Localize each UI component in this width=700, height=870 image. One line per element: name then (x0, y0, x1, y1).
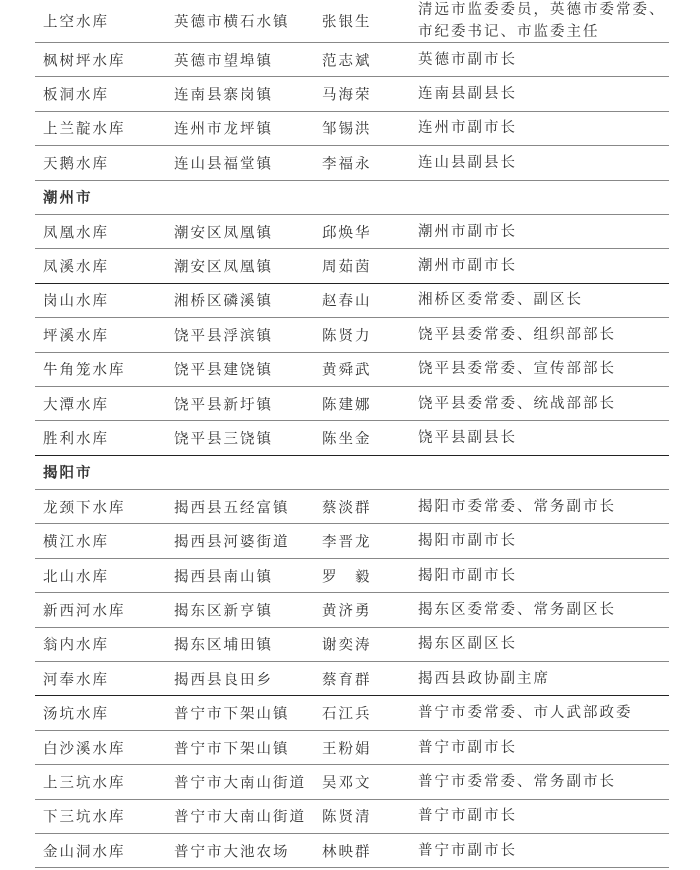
reservoir-name: 上兰靛水库 (43, 121, 126, 138)
table-row (35, 0, 669, 43)
responsible-person: 蔡淡群 (322, 500, 372, 517)
reservoir-name: 金山洞水库 (43, 844, 126, 861)
responsible-person: 赵春山 (322, 293, 372, 310)
reservoir-name: 板洞水库 (43, 87, 109, 104)
table-row (35, 662, 669, 696)
responsible-person: 陈建娜 (322, 397, 372, 414)
reservoir-name: 翁内水库 (43, 637, 109, 654)
table-row (35, 353, 669, 387)
position: 潮州市副市长 (418, 258, 517, 275)
reservoir-name: 汤坑水库 (43, 706, 109, 723)
responsible-person: 黄济勇 (322, 603, 372, 620)
responsible-person: 黄舜武 (322, 362, 372, 379)
position: 普宁市副市长 (418, 842, 517, 859)
reservoir-name: 新西河水库 (43, 603, 126, 620)
responsible-person: 范志斌 (322, 53, 372, 70)
table-row (35, 731, 669, 765)
position: 潮州市副市长 (418, 223, 517, 240)
position: 普宁市委常委、常务副市长 (418, 773, 616, 790)
location: 普宁市下架山镇 (174, 741, 290, 757)
table-row (35, 593, 669, 627)
responsible-person: 罗 毅 (322, 569, 372, 586)
table-row (35, 387, 669, 421)
table-row (35, 834, 669, 868)
position: 英德市副市长 (418, 51, 517, 68)
table-row (35, 559, 669, 593)
responsible-person: 李晋龙 (322, 534, 372, 551)
reservoir-name: 上空水库 (43, 14, 109, 31)
table-row (35, 249, 669, 283)
position: 揭东区副区长 (418, 636, 517, 653)
location: 普宁市大南山街道 (174, 809, 306, 826)
reservoir-responsibility-table (35, 0, 669, 868)
responsible-person: 王粉娟 (322, 741, 372, 757)
responsible-person: 吴邓文 (322, 775, 372, 792)
table-row (35, 146, 669, 180)
city-name: 潮州市 (43, 190, 93, 207)
position: 揭阳市副市长 (418, 533, 517, 550)
table-row (35, 800, 669, 834)
location: 潮安区凤凰镇 (174, 259, 273, 276)
responsible-person: 马海荣 (322, 87, 372, 104)
table-row (35, 765, 669, 799)
location: 饶平县三饶镇 (174, 431, 273, 448)
responsible-person: 张银生 (322, 14, 372, 31)
responsible-person: 蔡育群 (322, 672, 372, 689)
location: 连州市龙坪镇 (174, 121, 273, 138)
location: 饶平县新圩镇 (174, 397, 273, 414)
table-row (35, 628, 669, 662)
reservoir-name: 上三坑水库 (43, 775, 126, 792)
city-header-row (35, 456, 669, 490)
responsible-person: 陈坐金 (322, 431, 372, 448)
city-header-row (35, 181, 669, 215)
table-row (35, 284, 669, 318)
location: 英德市横石水镇 (174, 14, 290, 31)
position: 普宁市副市长 (418, 739, 517, 756)
location: 连南县寨岗镇 (174, 87, 273, 104)
reservoir-name: 龙颈下水库 (43, 500, 126, 517)
position: 揭东区委常委、常务副区长 (418, 601, 616, 618)
reservoir-name: 胜利水库 (43, 431, 109, 448)
responsible-person: 李福永 (322, 156, 372, 173)
responsible-person: 邱焕华 (322, 225, 372, 242)
responsible-person: 陈贤力 (322, 328, 372, 345)
position: 饶平县副县长 (418, 429, 517, 446)
reservoir-name: 北山水库 (43, 569, 109, 586)
location: 揭东区新亨镇 (174, 603, 273, 620)
position: 连山县副县长 (418, 154, 517, 171)
city-name: 揭阳市 (43, 465, 93, 482)
position: 普宁市副市长 (418, 808, 517, 825)
reservoir-name: 天鹅水库 (43, 156, 109, 173)
location: 揭西县良田乡 (174, 672, 273, 689)
responsible-person: 邹锡洪 (322, 121, 372, 138)
table-row (35, 421, 669, 455)
position: 饶平县委常委、统战部部长 (418, 395, 616, 412)
location: 英德市望埠镇 (174, 53, 273, 70)
reservoir-name: 枫树坪水库 (43, 53, 126, 70)
position: 湘桥区委常委、副区长 (418, 292, 583, 309)
table-row (35, 490, 669, 524)
reservoir-name: 岗山水库 (43, 293, 109, 310)
location: 饶平县浮滨镇 (174, 328, 273, 345)
location: 揭西县河婆街道 (174, 534, 290, 551)
position: 揭西县政协副主席 (418, 670, 550, 687)
position: 普宁市委常委、市人武部政委 (418, 705, 633, 722)
position: 饶平县委常委、组织部部长 (418, 326, 616, 343)
reservoir-name: 凤凰水库 (43, 225, 109, 242)
location: 普宁市大池农场 (174, 844, 290, 861)
responsible-person: 陈贤清 (322, 809, 372, 826)
reservoir-name: 横江水库 (43, 534, 109, 551)
responsible-person: 周茹茵 (322, 259, 372, 276)
responsible-person: 石江兵 (322, 706, 372, 723)
reservoir-name: 下三坑水库 (43, 809, 126, 826)
location: 湘桥区磷溪镇 (174, 293, 273, 310)
location: 揭西县南山镇 (174, 569, 273, 586)
location: 潮安区凤凰镇 (174, 225, 273, 242)
location: 揭西县五经富镇 (174, 500, 290, 517)
table-row (35, 112, 669, 146)
reservoir-name: 大潭水库 (43, 397, 109, 414)
location: 普宁市下架山镇 (174, 706, 290, 723)
responsible-person: 林映群 (322, 844, 372, 861)
reservoir-name: 坪溪水库 (43, 328, 109, 345)
reservoir-name: 凤溪水库 (43, 259, 109, 276)
position: 饶平县委常委、宣传部部长 (418, 361, 616, 378)
location: 饶平县建饶镇 (174, 362, 273, 379)
location: 揭东区埔田镇 (174, 637, 273, 654)
position: 连南县副县长 (418, 86, 517, 103)
table-row (35, 524, 669, 558)
table-row (35, 77, 669, 111)
responsible-person: 谢奕涛 (322, 637, 372, 654)
position: 揭阳市副市长 (418, 567, 517, 584)
reservoir-name: 牛角笼水库 (43, 362, 126, 379)
table-row (35, 696, 669, 730)
location: 普宁市大南山街道 (174, 775, 306, 792)
reservoir-name: 白沙溪水库 (43, 741, 126, 757)
position: 连州市副市长 (418, 120, 517, 137)
table-row (35, 43, 669, 77)
location: 连山县福堂镇 (174, 156, 273, 173)
position: 揭阳市委常委、常务副市长 (418, 498, 616, 515)
table-row (35, 215, 669, 249)
table-row (35, 318, 669, 352)
reservoir-name: 河奉水库 (43, 672, 109, 689)
position: 清远市监委委员，英德市委常委、市纪委书记、市监委主任 (418, 2, 666, 40)
